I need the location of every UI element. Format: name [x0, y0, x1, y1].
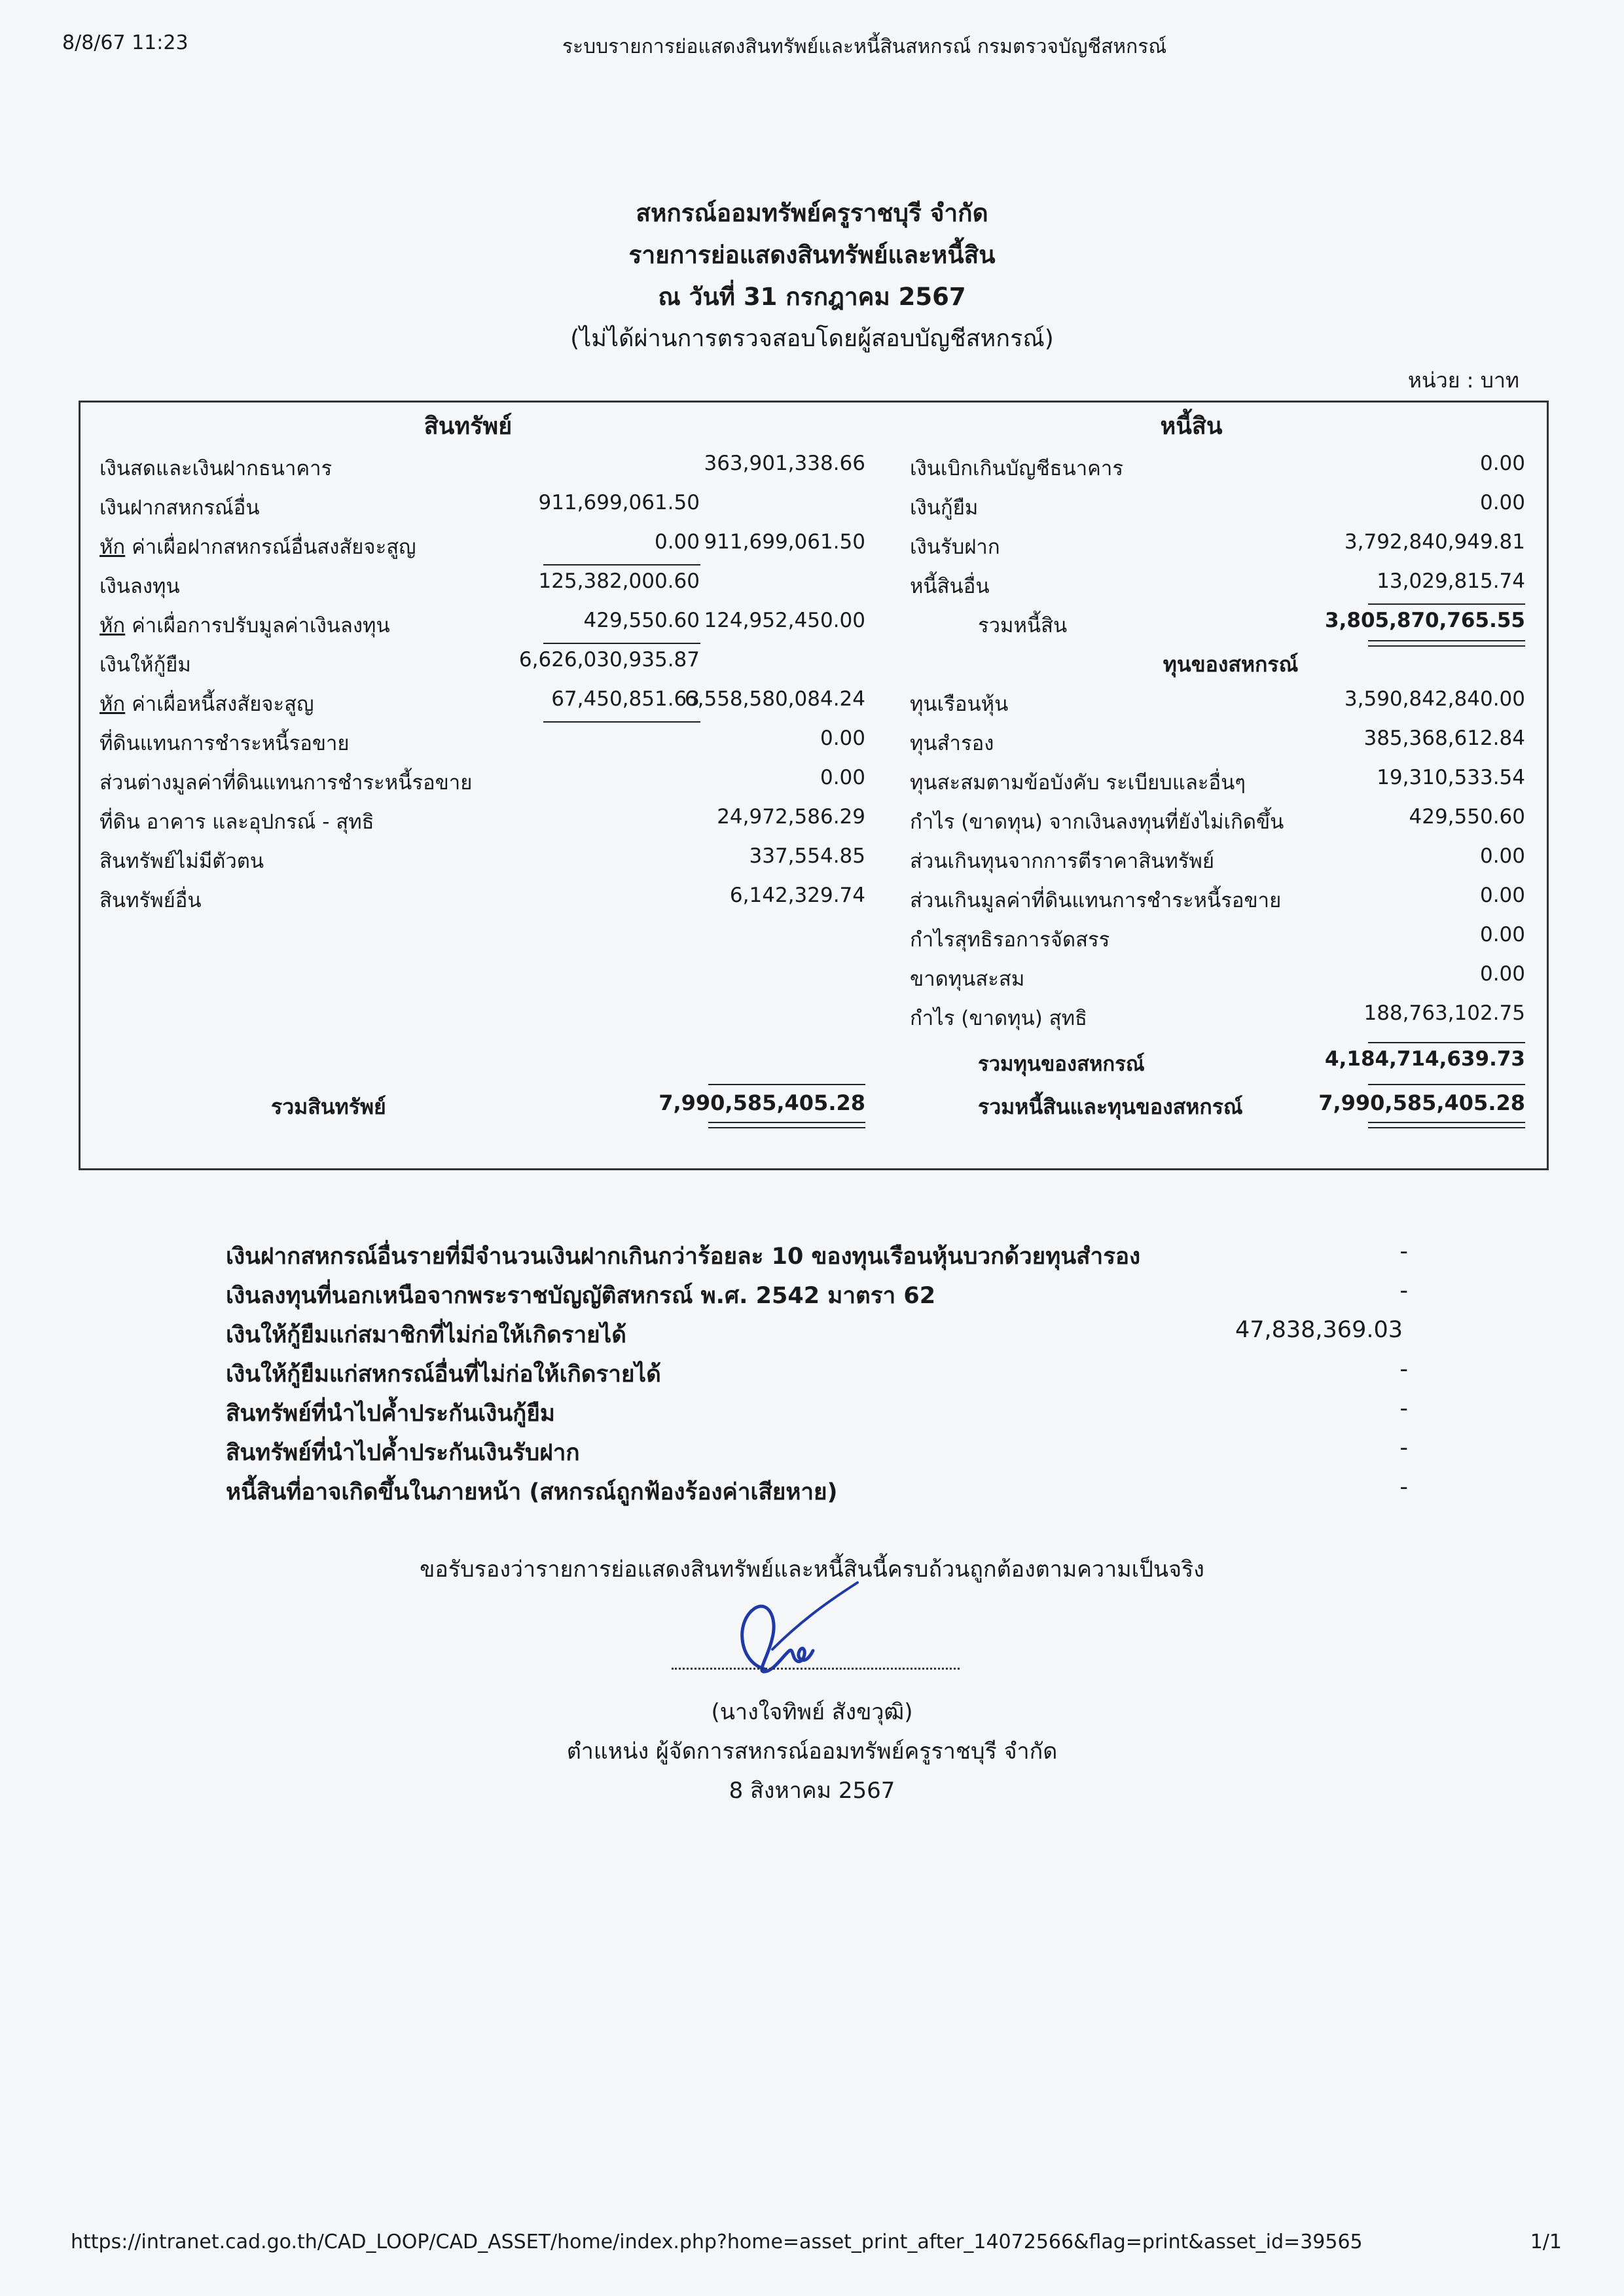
- grand-total-label: รวมหนี้สินและทุนของสหกรณ์: [978, 1094, 1243, 1119]
- asset-row: [99, 452, 865, 491]
- liabilities-total-value: 3,805,870,765.55: [1325, 609, 1525, 632]
- asset-label: [99, 530, 416, 563]
- equity-value: 19,310,533.54: [1377, 766, 1525, 789]
- assets-header: สินทรัพย์: [424, 413, 513, 440]
- note-value: -: [1399, 1278, 1408, 1304]
- equity-row: [910, 766, 1525, 805]
- subtotal-rule: [543, 564, 700, 565]
- asset-label: [99, 609, 390, 641]
- equity-label: กำไรสุทธิรอการจัดสรร: [910, 928, 1110, 952]
- liability-row: [910, 569, 1525, 609]
- equity-row: [910, 923, 1525, 962]
- equity-label: ขาดทุนสะสม: [910, 967, 1025, 991]
- subtotal-rule: [543, 643, 700, 644]
- asset-label-text: ค่าเผื่อฝากสหกรณ์อื่นสงสัยจะสูญ: [125, 535, 416, 559]
- asset-total: 337,554.85: [749, 844, 865, 868]
- liability-row: [910, 452, 1525, 491]
- equity-label: ส่วนเกินทุนจากการตีราคาสินทรัพย์: [910, 850, 1214, 873]
- subtotal-rule: [1368, 603, 1525, 605]
- total-rule: [1368, 1084, 1525, 1085]
- equity-row: [910, 805, 1525, 844]
- asset-label: เงินลงทุน: [99, 575, 180, 598]
- asset-amount: 125,382,000.60: [538, 569, 700, 593]
- equity-value: 0.00: [1479, 962, 1525, 986]
- equity-row: [910, 962, 1525, 1001]
- liability-label: เงินกู้ยืม: [910, 496, 979, 520]
- note-label: เงินฝากสหกรณ์อื่นรายที่มีจำนวนเงินฝากเกินกว่าร้อยละ 10 ของทุนเรือนหุ้นบวกด้วยทุนสำรอง: [226, 1244, 1141, 1270]
- asset-label: เงินฝากสหกรณ์อื่น: [99, 496, 260, 520]
- note-value: 47,838,369.03: [1235, 1317, 1403, 1343]
- equity-value: 0.00: [1479, 884, 1525, 907]
- asset-row: [99, 687, 865, 726]
- signer-name: (นางใจทิพย์ สังขวุฒิ): [711, 1699, 913, 1725]
- note-label: สินทรัพย์ที่นำไปค้ำประกันเงินรับฝาก: [226, 1440, 580, 1466]
- equity-value: 0.00: [1479, 844, 1525, 868]
- equity-value: 429,550.60: [1409, 805, 1525, 829]
- asset-row: [99, 766, 865, 805]
- asset-label: สินทรัพย์ไม่มีตัวตน: [99, 850, 264, 873]
- liability-value: 3,792,840,949.81: [1344, 530, 1525, 554]
- equity-total-value: 4,184,714,639.73: [1325, 1047, 1525, 1071]
- equity-value: 3,590,842,840.00: [1344, 687, 1525, 711]
- asset-amount: 67,450,851.63: [551, 687, 700, 711]
- total-rule: [708, 1084, 865, 1085]
- page-url: https://intranet.cad.go.th/CAD_LOOP/CAD_ASSET/home/index.php?home=asset_print_after_14072566&flag=print&asset_id=39565: [71, 2231, 1363, 2253]
- asset-row: [99, 491, 865, 530]
- asset-total: 124,952,450.00: [704, 609, 865, 632]
- subtotal-rule: [543, 721, 700, 723]
- asset-total: 6,142,329.74: [729, 884, 865, 907]
- asset-total: 24,972,586.29: [717, 805, 865, 829]
- asset-label-text: ค่าเผื่อการปรับมูลค่าเงินลงทุน: [125, 614, 390, 637]
- equity-label: กำไร (ขาดทุน) จากเงินลงทุนที่ยังไม่เกิดขึ้น: [910, 810, 1284, 834]
- equity-row: [910, 687, 1525, 726]
- report-date: ณ วันที่ 31 กรกฎาคม 2567: [658, 283, 966, 311]
- equity-total-row: [910, 1047, 1525, 1086]
- asset-row: [99, 648, 865, 687]
- asset-row: [99, 726, 865, 766]
- certification-date: 8 สิงหาคม 2567: [729, 1778, 895, 1804]
- liability-row: [910, 530, 1525, 569]
- equity-label: ส่วนเกินมูลค่าที่ดินแทนการชำระหนี้รอขาย: [910, 889, 1282, 912]
- equity-value: 0.00: [1479, 923, 1525, 946]
- note-value: -: [1399, 1474, 1408, 1500]
- deduct-prefix: หัก: [99, 535, 126, 559]
- equity-value: 385,368,612.84: [1363, 726, 1525, 750]
- note-label: สินทรัพย์ที่นำไปค้ำประกันเงินกู้ยืม: [226, 1401, 555, 1427]
- liabilities-header: หนี้สิน: [1160, 413, 1223, 440]
- total-double-rule: [708, 1122, 865, 1128]
- asset-row: [99, 530, 865, 569]
- report-title: รายการย่อแสดงสินทรัพย์และหนี้สิน: [628, 241, 996, 269]
- asset-label: เงินให้กู้ยืม: [99, 653, 191, 677]
- equity-total-label: รวมทุนของสหกรณ์: [978, 1052, 1145, 1076]
- unit-label: หน่วย : บาท: [1407, 368, 1519, 393]
- audit-note: (ไม่ได้ผ่านการตรวจสอบโดยผู้สอบบัญชีสหกรณ์): [570, 325, 1054, 352]
- print-datetime: 8/8/67 11:23: [62, 31, 189, 54]
- asset-total: 0.00: [820, 726, 865, 750]
- asset-label: [99, 687, 314, 720]
- signature-image: [727, 1577, 871, 1682]
- note-value: -: [1399, 1238, 1408, 1265]
- certification-statement: ขอรับรองว่ารายการย่อแสดงสินทรัพย์และหนี้สินนี้ครบถ้วนถูกต้องตามความเป็นจริง: [420, 1556, 1204, 1583]
- note-label: เงินให้กู้ยืมแก่สหกรณ์อื่นที่ไม่ก่อให้เกิดรายได้: [226, 1361, 661, 1388]
- asset-label: เงินสดและเงินฝากธนาคาร: [99, 457, 333, 480]
- asset-total: 0.00: [820, 766, 865, 789]
- asset-amount: 911,699,061.50: [538, 491, 700, 514]
- asset-total: 911,699,061.50: [704, 530, 865, 554]
- liability-label: เงินเบิกเกินบัญชีธนาคาร: [910, 457, 1123, 480]
- note-value: -: [1399, 1435, 1408, 1461]
- system-title: ระบบรายการย่อแสดงสินทรัพย์และหนี้สินสหกรณ์ กรมตรวจบัญชีสหกรณ์: [562, 35, 1167, 58]
- equity-row: [910, 726, 1525, 766]
- asset-label: ที่ดินแทนการชำระหนี้รอขาย: [99, 732, 350, 755]
- note-value: -: [1399, 1395, 1408, 1422]
- liabilities-total-label: รวมหนี้สิน: [978, 614, 1068, 637]
- coop-name: สหกรณ์ออมทรัพย์ครูราชบุรี จำกัด: [636, 199, 988, 227]
- equity-row: [910, 1001, 1525, 1041]
- equity-value: 188,763,102.75: [1363, 1001, 1525, 1025]
- asset-row: [99, 844, 865, 884]
- liability-value: 0.00: [1479, 491, 1525, 514]
- asset-row: [99, 884, 865, 923]
- liability-value: 13,029,815.74: [1377, 569, 1525, 593]
- equity-row: [910, 844, 1525, 884]
- asset-label: ส่วนต่างมูลค่าที่ดินแทนการชำระหนี้รอขาย: [99, 771, 473, 795]
- liability-row: [910, 491, 1525, 530]
- note-label: หนี้สินที่อาจเกิดขึ้นในภายหน้า (สหกรณ์ถูกฟ้องร้องค่าเสียหาย): [226, 1479, 838, 1505]
- grand-total-value: 7,990,585,405.28: [1318, 1090, 1525, 1115]
- asset-row: [99, 609, 865, 648]
- equity-label: ทุนเรือนหุ้น: [910, 692, 1009, 716]
- asset-amount: 6,626,030,935.87: [518, 648, 700, 672]
- liability-value: 0.00: [1479, 452, 1525, 475]
- deduct-prefix: หัก: [99, 692, 126, 716]
- equity-label: ทุนสะสมตามข้อบังคับ ระเบียบและอื่นๆ: [910, 771, 1246, 795]
- asset-label: ที่ดิน อาคาร และอุปกรณ์ - สุทธิ: [99, 810, 374, 834]
- asset-row: [99, 569, 865, 609]
- assets-total-value: 7,990,585,405.28: [659, 1090, 865, 1115]
- asset-total: 363,901,338.66: [704, 452, 865, 475]
- signer-position: ตำแหน่ง ผู้จัดการสหกรณ์ออมทรัพย์ครูราชบุรี จำกัด: [566, 1738, 1058, 1765]
- equity-label: กำไร (ขาดทุน) สุทธิ: [910, 1007, 1087, 1030]
- equity-header: ทุนของสหกรณ์: [1163, 652, 1299, 677]
- liability-label: หนี้สินอื่น: [910, 575, 990, 598]
- asset-label: สินทรัพย์อื่น: [99, 889, 202, 912]
- note-value: -: [1399, 1356, 1408, 1382]
- total-double-rule: [1368, 1122, 1525, 1128]
- asset-total: 6,558,580,084.24: [684, 687, 865, 711]
- subtotal-rule: [1368, 1042, 1525, 1043]
- page-number: 1/1: [1530, 2231, 1562, 2253]
- note-label: เงินให้กู้ยืมแก่สมาชิกที่ไม่ก่อให้เกิดรายได้: [226, 1322, 626, 1348]
- asset-row: [99, 805, 865, 844]
- liability-label: เงินรับฝาก: [910, 535, 1000, 559]
- asset-amount: 0.00: [654, 530, 700, 554]
- deduct-prefix: หัก: [99, 614, 126, 637]
- equity-row: [910, 884, 1525, 923]
- asset-label-text: ค่าเผื่อหนี้สงสัยจะสูญ: [125, 692, 314, 716]
- total-double-rule: [1368, 640, 1525, 647]
- signature-line: [672, 1668, 960, 1670]
- note-label: เงินลงทุนที่นอกเหนือจากพระราชบัญญัติสหกรณ์ พ.ศ. 2542 มาตรา 62: [226, 1283, 936, 1309]
- assets-total-label: รวมสินทรัพย์: [271, 1094, 386, 1119]
- equity-label: ทุนสำรอง: [910, 732, 994, 755]
- asset-amount: 429,550.60: [583, 609, 700, 632]
